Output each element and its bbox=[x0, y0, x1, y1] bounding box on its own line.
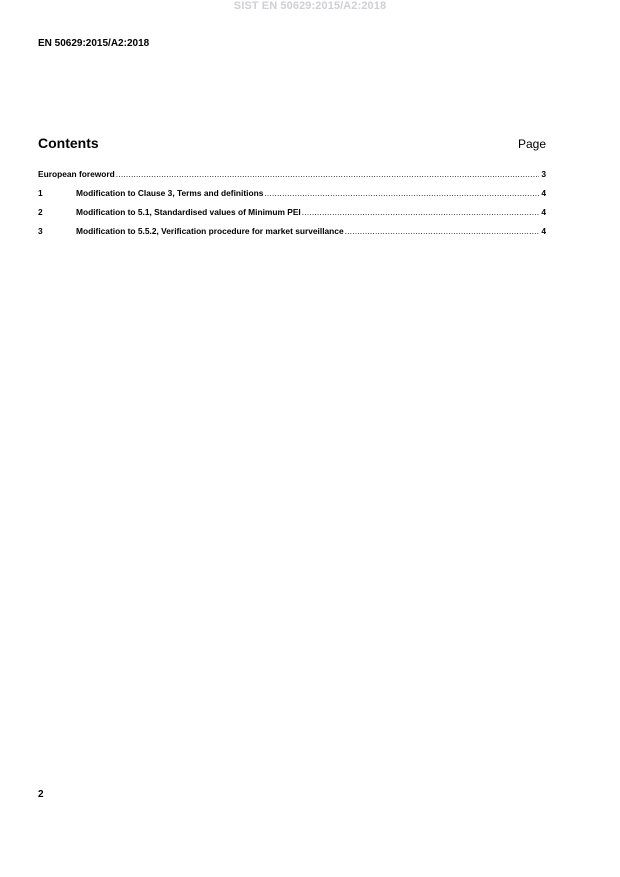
toc-entry-title: Modification to 5.5.2, Verification procedure for market surveillance bbox=[76, 226, 344, 236]
watermark-text: SIST EN 50629:2015/A2:2018 bbox=[233, 0, 387, 12]
toc-leader-dots bbox=[302, 207, 539, 217]
contents-heading bbox=[38, 135, 546, 155]
toc-entry-title: European foreword bbox=[38, 169, 115, 179]
toc-entry-page: 4 bbox=[541, 226, 546, 236]
page-number: 2 bbox=[38, 789, 44, 800]
contents-title: Contents bbox=[38, 135, 99, 151]
toc-entry-page: 4 bbox=[541, 188, 546, 198]
toc-entry-1[interactable] bbox=[38, 188, 546, 207]
page-column-label: Page bbox=[517, 137, 546, 151]
toc-leader-dots bbox=[116, 169, 539, 179]
toc-entry-2[interactable] bbox=[38, 207, 546, 226]
document-id: EN 50629:2015/A2:2018 bbox=[38, 38, 150, 49]
toc-entry-foreword[interactable] bbox=[38, 169, 546, 188]
toc-entry-title: Modification to 5.1, Standardised values of Minimum PEI bbox=[76, 207, 301, 217]
toc-entry-number: 1 bbox=[38, 188, 43, 198]
toc-entry-3[interactable] bbox=[38, 226, 546, 245]
toc-entry-number: 3 bbox=[38, 226, 43, 236]
toc-entry-page: 4 bbox=[541, 207, 546, 217]
toc-entry-title: Modification to Clause 3, Terms and definitions bbox=[76, 188, 264, 198]
table-of-contents bbox=[38, 169, 546, 245]
toc-entry-page: 3 bbox=[541, 169, 546, 179]
toc-leader-dots bbox=[345, 226, 539, 236]
toc-leader-dots bbox=[264, 188, 539, 198]
toc-entry-number: 2 bbox=[38, 207, 43, 217]
